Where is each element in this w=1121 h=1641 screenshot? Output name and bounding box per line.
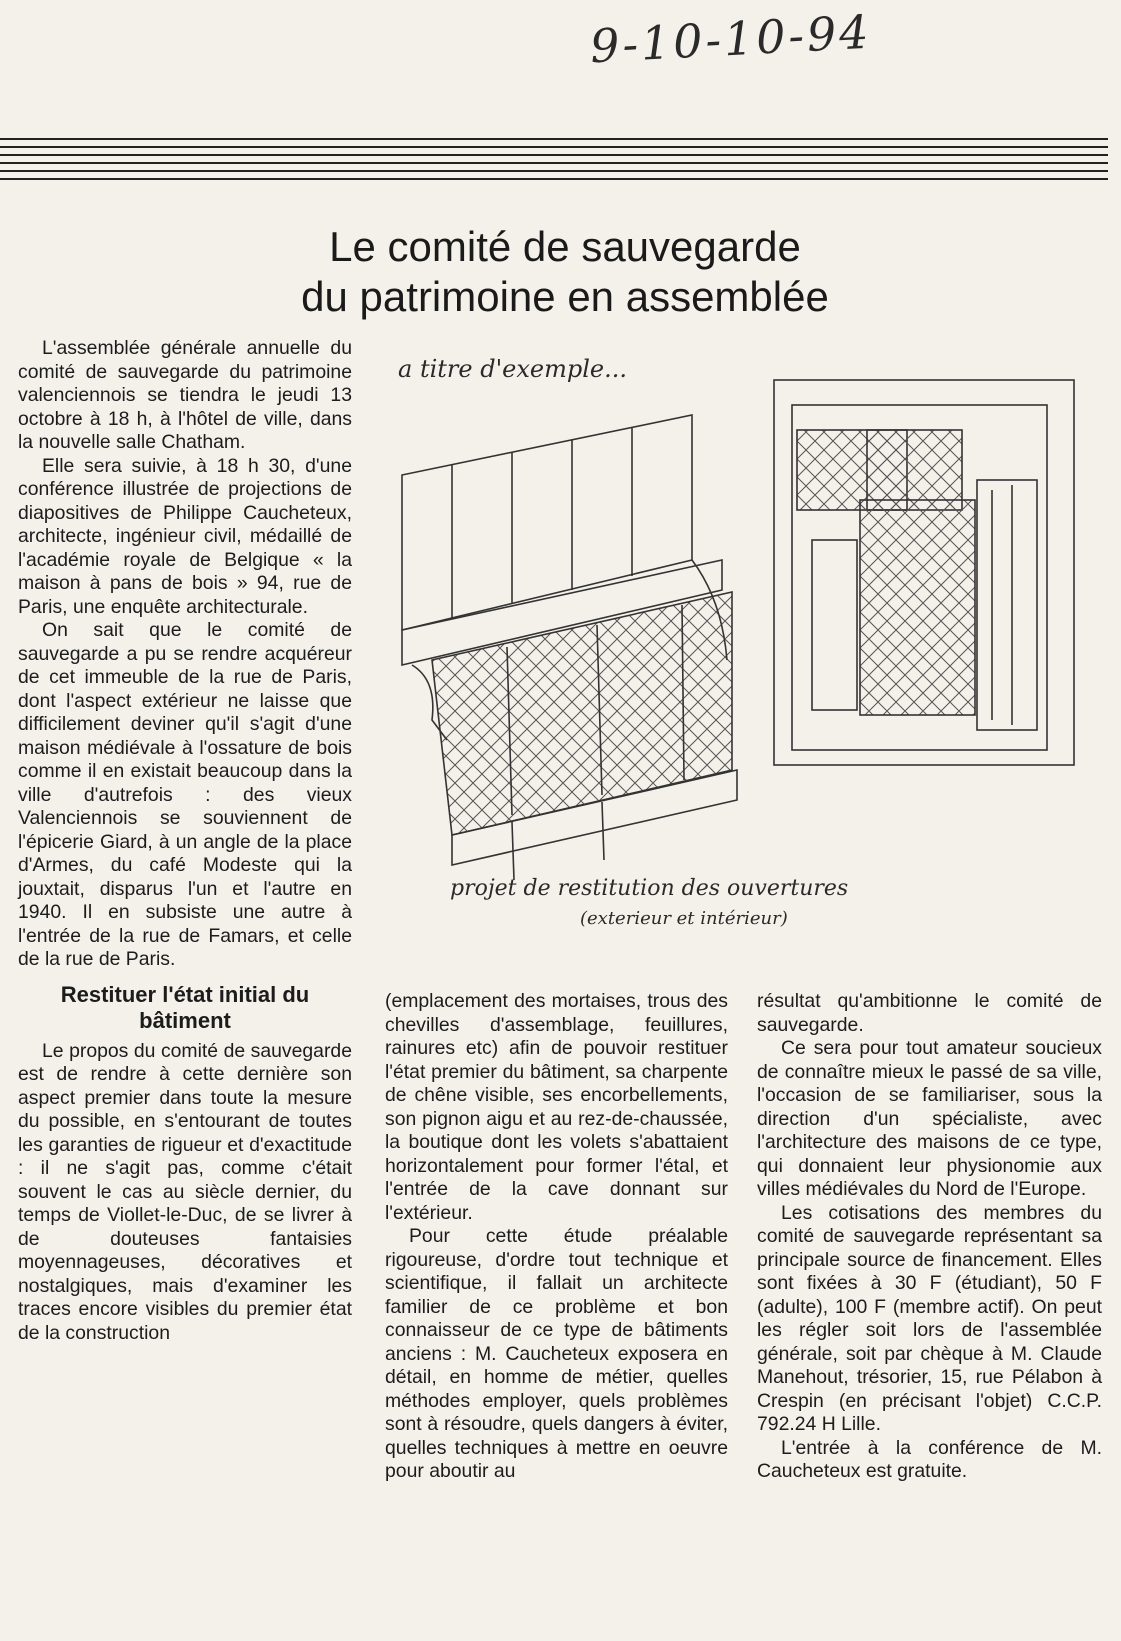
paragraph: L'assemblée générale annuelle du comité de sauvegarde du patrimoine valenciennois se tiendra le jeudi 13 octobre à 18 h, à l'hôtel de ville, dans la nouvelle salle Chatham. [18,337,352,453]
paragraph: Pour cette étude préalable rigoureuse, d'ordre tout technique et scientifique, il fallait un architecte familier de ce problème et bon connaisseur de ce type de bâtiments anciens : M. Caucheteux exposera en détail, en homme de métier, quelles méthodes employer, quels problèmes sont à résoudre, quels dangers à éviter, quelles techniques à mettre en oeuvre pour aboutir au [385,1225,728,1482]
illustration-caption-top: a titre d'exemple... [398,355,627,383]
paragraph: résultat qu'ambitionne le comité de sauvegarde. [757,990,1102,1036]
exterior-sketch [402,415,737,880]
paragraph: Le propos du comité de sauvegarde est de rendre à cette dernière son aspect premier dans toute la mesure du possible, en s'entourant de toutes les garanties de rigueur et d'exactitude : il ne s'agit pas, comme c'était souvent le cas au siècle dernier, du temps de Viollet-le-Duc, de se livrer à de douteuses fantaisies moyennageuses, décoratives et nostalgiques, mais d'examiner les traces encore visibles du premier état de la construction [18,1039,352,1344]
paragraph: Elle sera suivie, à 18 h 30, d'une conférence illustrée de projections de diapositives de Philippe Caucheteux, architecte, ingénieur civil, médaillé de l'académie royale de Belgique « la maison à pans de bois » 94, rue de Paris, une enquête architecturale. [18,454,352,618]
column-2 [385,990,728,1484]
paragraph: (emplacement des mortaises, trous des chevilles d'assemblage, feuillures, rainures etc) afin de pouvoir restituer l'état premier du bâtiment, sa charpente de chêne visible, ses encorbellements, son pignon aigu et au rez-de-chaussée, la boutique dont les volets s'abattaient horizontalement pour former l'étal, et l'entrée de la cave donnant sur l'extérieur. [385,990,728,1224]
handwritten-date: 9-10-10-94 [588,4,873,74]
section-subheading: Restituer l'état initial du bâtiment [60,981,310,1033]
header-rules [0,138,1108,186]
interior-sketch [774,380,1074,765]
illustration-caption-bottom: projet de restitution des ouvertures [450,876,849,901]
column-1 [18,337,352,1345]
illustration-caption-sub: (exterieur et intérieur) [580,908,788,929]
article-title [130,222,1000,322]
title-line-1: Le comité de sauvegarde [329,223,801,270]
paragraph: L'entrée à la conférence de M. Caucheteux est gratuite. [757,1436,1102,1482]
column-3 [757,990,1102,1484]
title-line-2: du patrimoine en assemblée [301,273,829,320]
paragraph: On sait que le comité de sauvegarde a pu se rendre acquéreur de cet immeuble de la rue de Paris, dont l'aspect extérieur ne laisse que difficilement deviner qu'il s'agit d'une maison médiévale à l'ossature de bois comme il en existait beaucoup dans la ville d'autrefois : des vieux Valenciennois se souviennent de l'épicerie Giard, à un angle de la place d'Armes, du café Modeste qui la jouxtait, disparus l'un et l'autre en 1940. Il en subsiste une autre à l'entrée de la rue de Famars, et celle de la rue de Paris. [18,619,352,970]
paragraph: Les cotisations des membres du comité de sauvegarde représentant sa principale source de financement. Elles sont fixées à 30 F (étudiant), 50 F (adulte), 100 F (membre actif). On peut les régler soit lors de l'assemblée générale, soit par chèque à M. Claude Manehout, trésorier, 15, rue Pélabon à Crespin (en précisant l'objet) C.C.P. 792.24 H Lille. [757,1201,1102,1435]
paragraph: Ce sera pour tout amateur soucieux de connaître mieux le passé de sa ville, l'occasion de se familiariser, sous la direction d'un spécialiste, avec l'architecture des maisons de ce type, qui donnaient leur physionomie aux villes médiévales du Nord de l'Europe. [757,1037,1102,1200]
